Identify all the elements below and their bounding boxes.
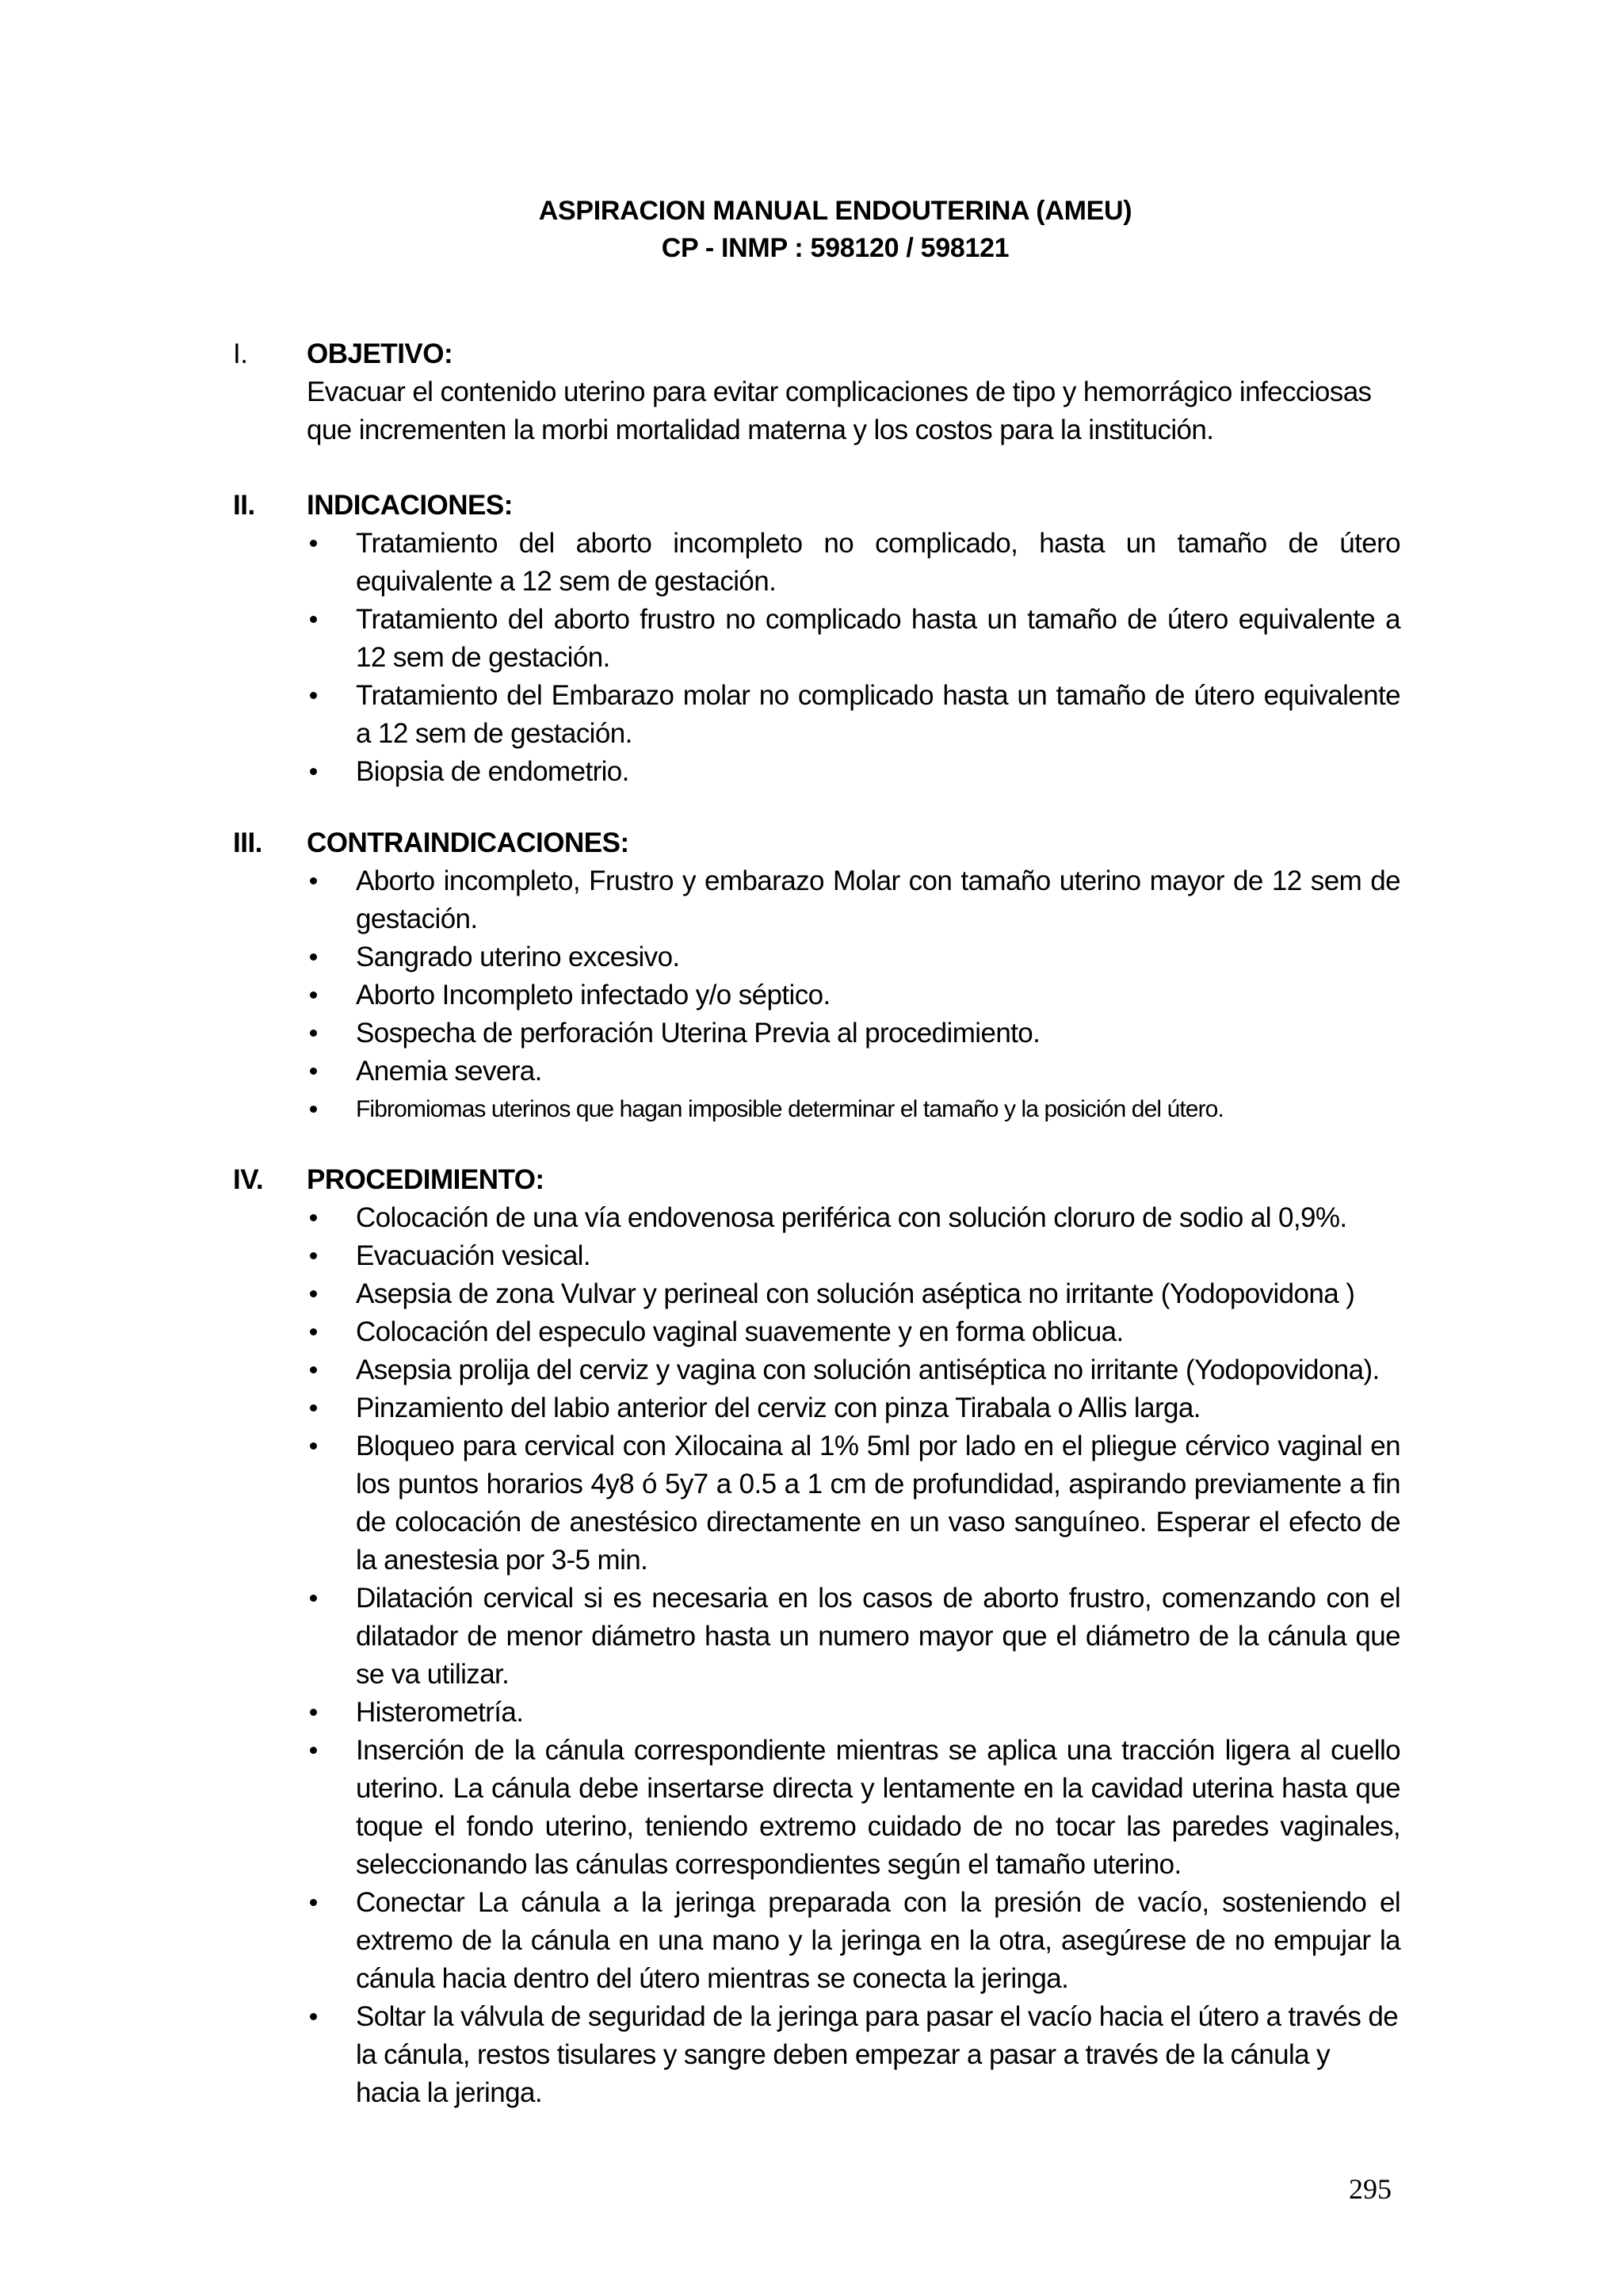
bullet-list bbox=[307, 525, 1400, 791]
list-item: Asepsia prolija del cerviz y vagina con solución antiséptica no irritante (Yodopovidona). bbox=[307, 1351, 1400, 1389]
document-title: ASPIRACION MANUAL ENDOUTERINA (AMEU) bbox=[538, 196, 1132, 226]
section-heading: INDICACIONES: bbox=[307, 490, 513, 521]
bullet-icon bbox=[310, 768, 317, 775]
list-item: Conectar La cánula a la jeringa preparada con la presión de vacío, sosteniendo el extremo de la cánula en una mano y la jeringa en la otra, asegúrese de no empujar la cánula hacia dentro del útero mientras se conecta la jeringa. bbox=[307, 1884, 1400, 1998]
list-item: Aborto Incompleto infectado y/o séptico. bbox=[307, 976, 1400, 1014]
list-item: Aborto incompleto, Frustro y embarazo Molar con tamaño uterino mayor de 12 sem de gestación. bbox=[307, 862, 1400, 938]
bullet-icon bbox=[310, 692, 317, 699]
section-numeral: IV. bbox=[233, 1164, 264, 1195]
list-item: Evacuación vesical. bbox=[307, 1237, 1400, 1275]
bullet-icon bbox=[310, 1404, 317, 1412]
list-item: Dilatación cervical si es necesaria en los casos de aborto frustro, comenzando con el dilatador de menor diámetro hasta un numero mayor que el diámetro de la cánula que se va utilizar. bbox=[307, 1580, 1400, 1694]
section-heading: OBJETIVO: bbox=[307, 338, 453, 369]
list-item: Histerometría. bbox=[307, 1694, 1400, 1732]
list-item: Colocación del especulo vaginal suavemente y en forma oblicua. bbox=[307, 1313, 1400, 1351]
section-numeral: I. bbox=[233, 338, 248, 369]
bullet-icon bbox=[310, 953, 317, 961]
list-item: Anemia severa. bbox=[307, 1052, 1400, 1091]
bullet-icon bbox=[310, 1328, 317, 1335]
list-item: Biopsia de endometrio. bbox=[307, 753, 1400, 791]
list-item: Asepsia de zona Vulvar y perineal con solución aséptica no irritante (Yodopovidona ) bbox=[307, 1275, 1400, 1313]
list-item: Soltar la válvula de seguridad de la jeringa para pasar el vacío hacia el útero a través de la cánula, restos tisulares y sangre deben empezar a pasar a través de la cánula y hacia la jeringa. bbox=[307, 1998, 1400, 2112]
list-item: Colocación de una vía endovenosa periférica con solución cloruro de sodio al 0,9%. bbox=[307, 1199, 1400, 1237]
list-item: Bloqueo para cervical con Xilocaina al 1% 5ml por lado en el pliegue cérvico vaginal en los puntos horarios 4y8 ó 5y7 a 0.5 a 1 cm de profundidad, aspirando previamente a fin de colocación de anestésico directamente en un vaso sanguíneo. Esperar el efecto de la anestesia por 3-5 min. bbox=[307, 1427, 1400, 1580]
section-numeral: II. bbox=[233, 490, 255, 521]
bullet-icon bbox=[310, 1068, 317, 1075]
bullet-icon bbox=[310, 1106, 317, 1113]
bullet-icon bbox=[310, 616, 317, 623]
list-item: Fibromiomas uterinos que hagan imposible determinar el tamaño y la posición del útero. bbox=[307, 1091, 1400, 1129]
bullet-icon bbox=[310, 1747, 317, 1754]
bullet-list bbox=[307, 862, 1400, 1129]
document-code: CP - INMP : 598120 / 598121 bbox=[661, 233, 1010, 263]
bullet-list bbox=[307, 1199, 1400, 2112]
bullet-icon bbox=[310, 1709, 317, 1716]
bullet-icon bbox=[310, 1030, 317, 1037]
bullet-icon bbox=[310, 1252, 317, 1259]
bullet-icon bbox=[310, 1290, 317, 1297]
section-numeral: III. bbox=[233, 827, 262, 858]
page-number: 295 bbox=[1349, 2173, 1392, 2205]
section-heading: CONTRAINDICACIONES: bbox=[307, 827, 629, 858]
bullet-icon bbox=[310, 1442, 317, 1450]
list-item: Inserción de la cánula correspondiente mientras se aplica una tracción ligera al cuello uterino. La cánula debe insertarse directa y lentamente en la cavidad uterina hasta que toque el fondo uterino, teniendo extremo cuidado de no tocar las paredes vaginales, seleccionando las cánulas correspondientes según el tamaño uterino. bbox=[307, 1732, 1400, 1884]
list-item: Sospecha de perforación Uterina Previa al procedimiento. bbox=[307, 1014, 1400, 1052]
list-item: Sangrado uterino excesivo. bbox=[307, 938, 1400, 976]
list-item: Pinzamiento del labio anterior del cerviz con pinza Tirabala o Allis larga. bbox=[307, 1389, 1400, 1427]
bullet-icon bbox=[310, 540, 317, 547]
bullet-icon bbox=[310, 1366, 317, 1373]
list-item: Tratamiento del aborto frustro no complicado hasta un tamaño de útero equivalente a 12 sem de gestación. bbox=[307, 601, 1400, 677]
list-item: Tratamiento del Embarazo molar no complicado hasta un tamaño de útero equivalente a 12 sem de gestación. bbox=[307, 677, 1400, 753]
bullet-icon bbox=[310, 1214, 317, 1221]
bullet-icon bbox=[310, 2013, 317, 2020]
bullet-icon bbox=[310, 991, 317, 999]
bullet-icon bbox=[310, 877, 317, 884]
bullet-icon bbox=[310, 1899, 317, 1906]
bullet-icon bbox=[310, 1595, 317, 1602]
list-item: Tratamiento del aborto incompleto no complicado, hasta un tamaño de útero equivalente a 12 sem de gestación. bbox=[307, 525, 1400, 601]
section-heading: PROCEDIMIENTO: bbox=[307, 1164, 544, 1195]
section-paragraph: Evacuar el contenido uterino para evitar complicaciones de tipo y hemorrágico infecciosas que incrementen la morbi mortalidad materna y los costos para la institución. bbox=[307, 376, 1372, 445]
